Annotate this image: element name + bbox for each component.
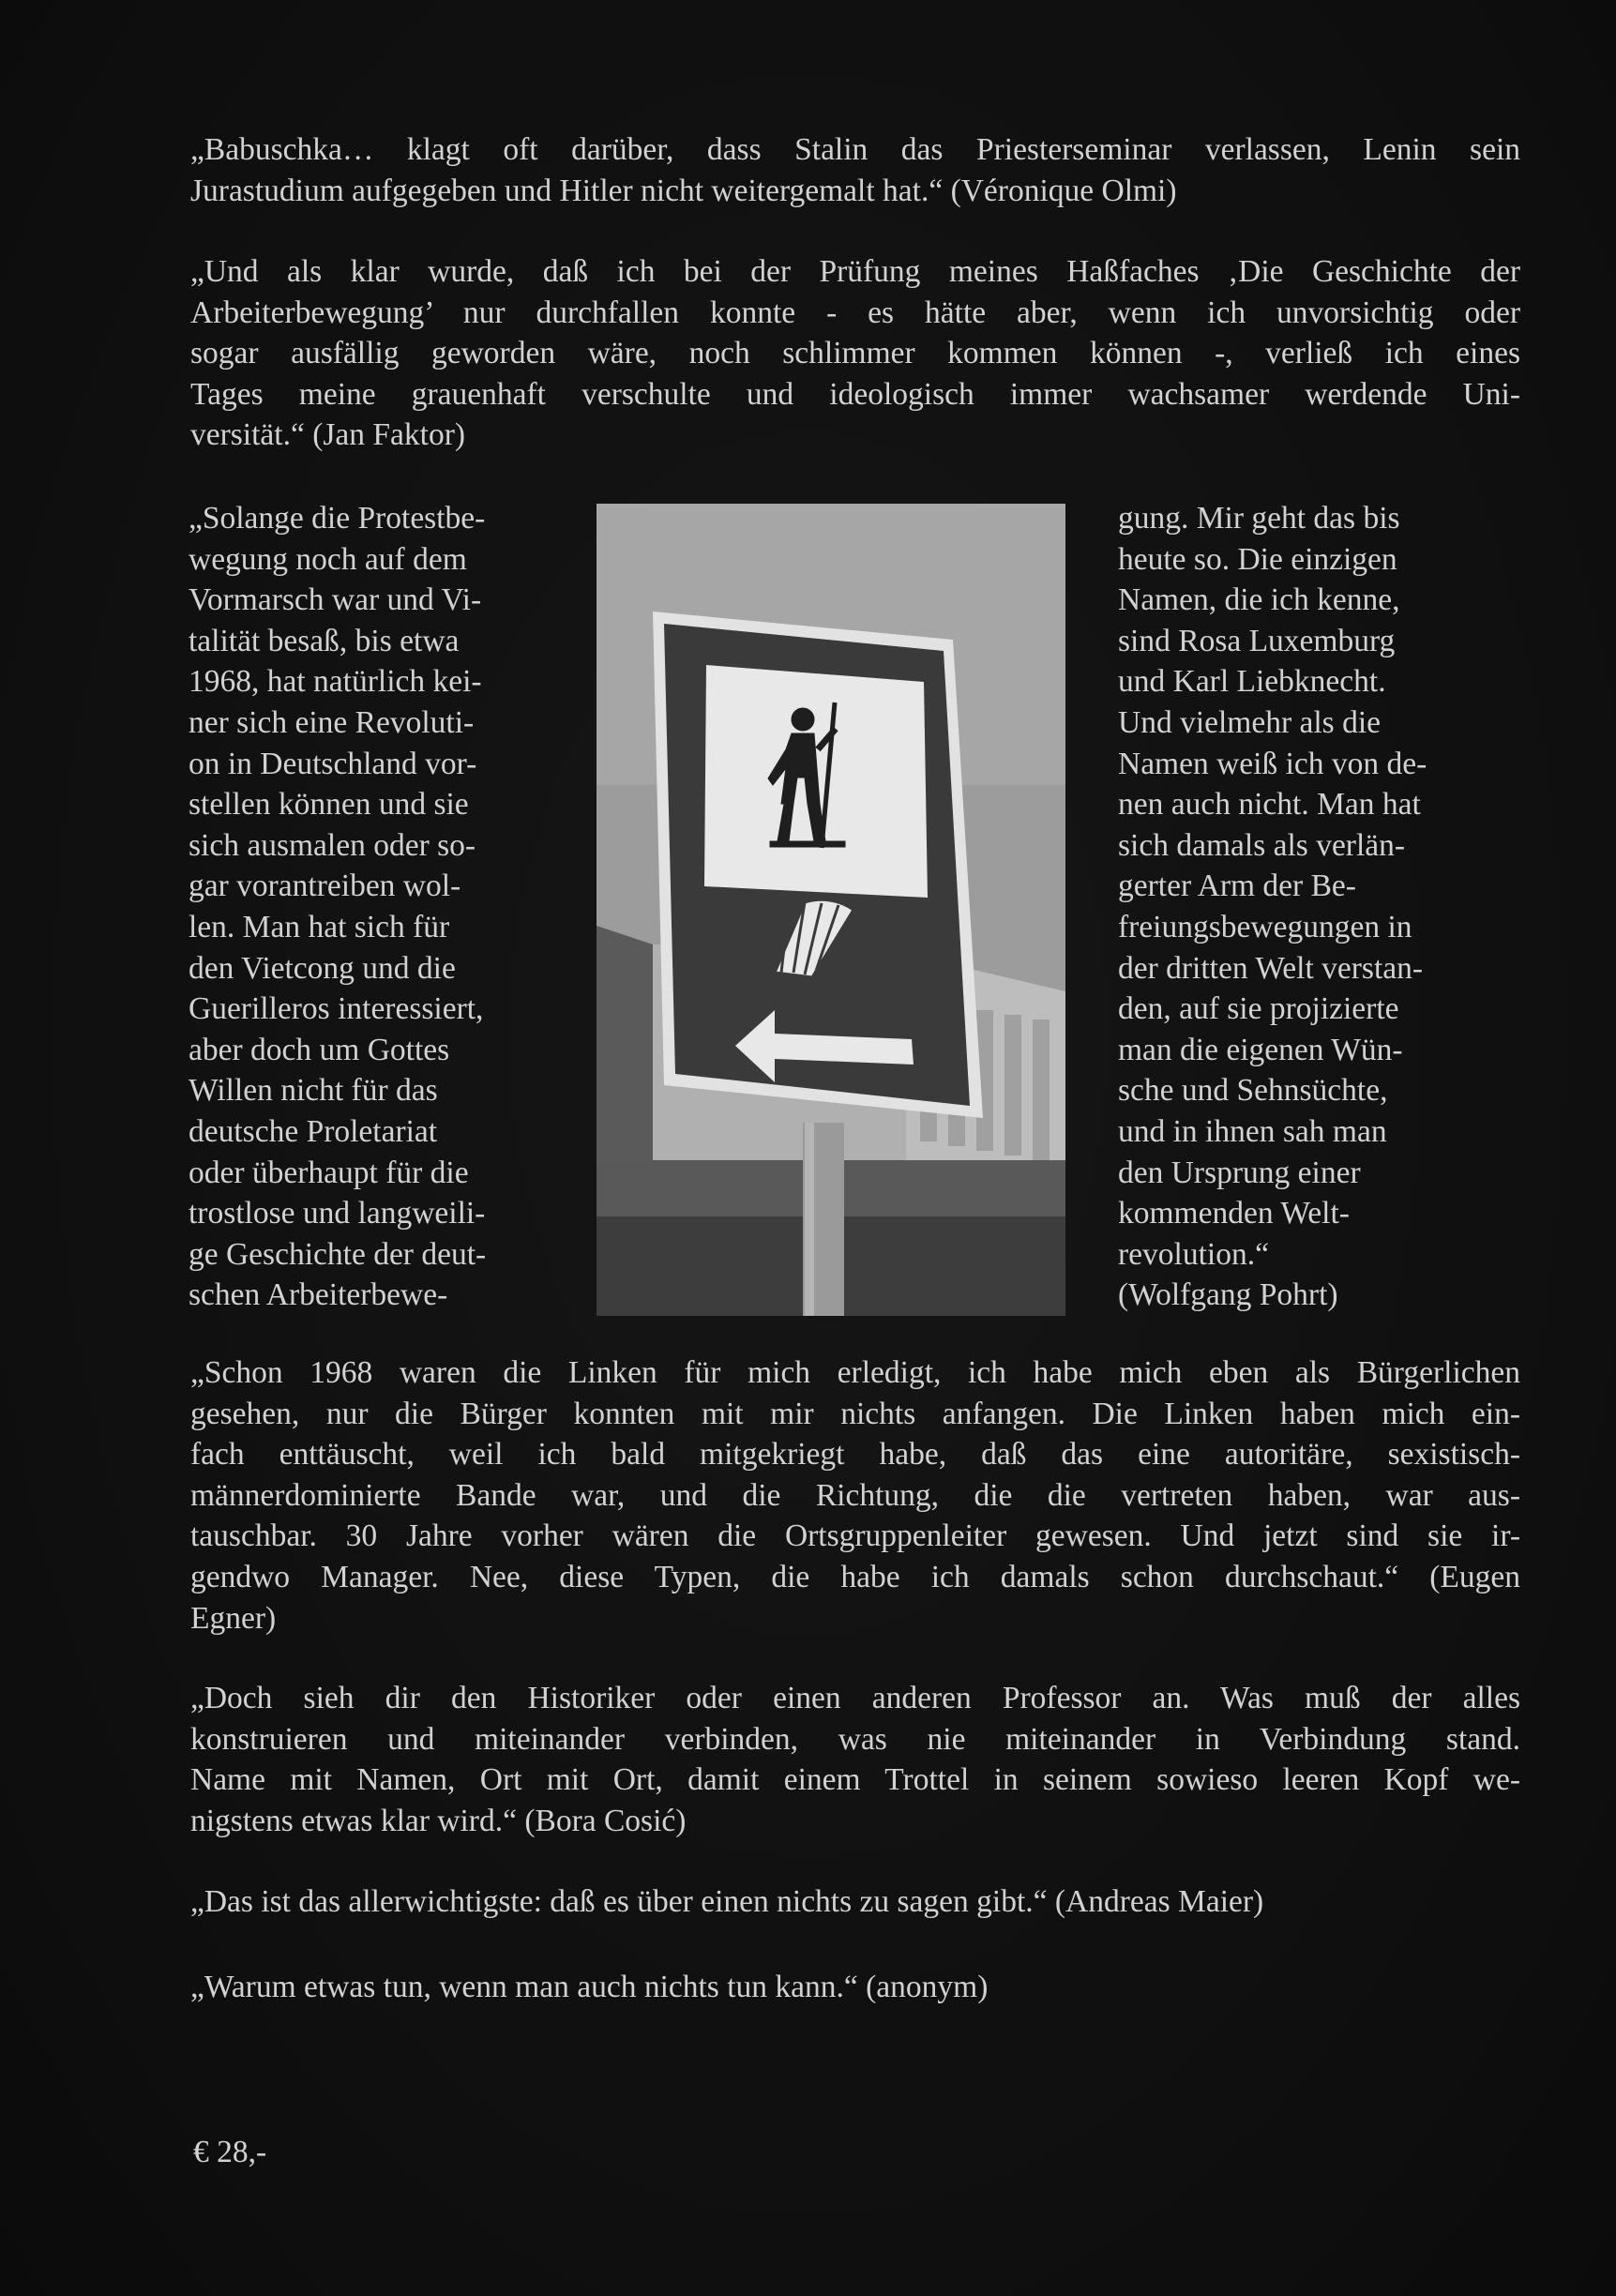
quote-line: „Das ist das allerwichtigste: daß es über einen nichts zu sagen gibt.“ (Andreas Maier) — [190, 1884, 1264, 1919]
quote-line: on in Deutschland vor- — [189, 746, 477, 781]
quote-line: Jurastudium aufgegeben und Hitler nicht weitergemalt hat.“ (Véronique Olmi) — [190, 173, 1177, 208]
quote-line: „Doch sieh dir den Historiker oder einen anderen Professor an. Was muß der alles — [190, 1681, 1520, 1715]
quote-line: tauschbar. 30 Jahre vorher wären die Ortsgruppenleiter gewesen. Und jetzt sind sie ir- — [190, 1518, 1520, 1554]
photo-pilgrim-sign — [597, 504, 1065, 1316]
quote-line: freiungsbewegungen in — [1118, 909, 1412, 944]
quote-line: Tages meine grauenhaft verschulte und ideologisch immer wachsamer werdende Uni- — [190, 376, 1520, 412]
quote-olmi — [190, 129, 1520, 211]
quote-line: sich damals als verlän- — [1118, 827, 1406, 863]
quote-cosic — [190, 1678, 1520, 1841]
quote-line: und in ihnen sah man — [1118, 1113, 1387, 1149]
quote-line: ge Geschichte der deut- — [189, 1236, 487, 1272]
quote-line: Und vielmehr als die — [1118, 704, 1382, 740]
quote-line: fach enttäuscht, weil ich bald mitgekriegt habe, daß das eine autoritäre, sexistisch- — [190, 1437, 1520, 1473]
quote-line: „Solange die Protestbe- — [189, 501, 486, 536]
quote-line: aber doch um Gottes — [189, 1032, 450, 1067]
quote-line: sogar ausfällig geworden wäre, noch schlimmer kommen können -, verließ ich eines — [190, 336, 1520, 371]
quote-line: len. Man hat sich für — [189, 909, 450, 944]
quote-line: heute so. Die einzigen — [1118, 541, 1397, 577]
quote-line: Namen weiß ich von de- — [1118, 746, 1427, 781]
quote-line: versität.“ (Jan Faktor) — [190, 417, 466, 453]
quote-line: talität besaß, bis etwa — [189, 623, 460, 658]
quote-egner — [190, 1352, 1520, 1639]
quote-line: sche und Sehnsüchte, — [1118, 1073, 1388, 1109]
quote-line: gerter Arm der Be- — [1118, 869, 1356, 904]
quote-line: „Warum etwas tun, wenn man auch nichts tun kann.“ (anonym) — [190, 1970, 989, 2004]
quote-line: Name mit Namen, Ort mit Ort, damit einem Trottel in seinem sowieso leeren Kopf we- — [190, 1762, 1520, 1798]
quote-line: den, auf sie projizierte — [1118, 991, 1399, 1027]
quote-line: „Babuschka… klagt oft darüber, dass Stalin das Priesterseminar verlassen, Lenin sein — [190, 132, 1520, 167]
quote-line: den Ursprung einer — [1118, 1155, 1361, 1190]
quote-line: trostlose und langweili- — [189, 1196, 486, 1231]
quote-line: Arbeiterbewegung’ nur durchfallen konnte - es hätte aber, wenn ich unvorsichtig oder — [190, 295, 1520, 330]
quote-line: gesehen, nur die Bürger konnten mit mir nichts anfangen. Die Linken haben mich ein- — [190, 1396, 1520, 1431]
quote-line: Egner) — [190, 1600, 277, 1636]
quote-line: sind Rosa Luxemburg — [1118, 623, 1396, 658]
quote-line: deutsche Proletariat — [189, 1113, 438, 1149]
quote-line: man die eigenen Wün- — [1118, 1032, 1403, 1067]
quote-line: schen Arbeiterbewe- — [189, 1277, 448, 1313]
quote-maier — [190, 1881, 1520, 1923]
quote-line: männerdominierte Bande war, und die Richtung, die die vertreten haben, war aus- — [190, 1477, 1520, 1513]
quote-line: (Wolfgang Pohrt) — [1118, 1277, 1338, 1313]
quote-line: gar vorantreiben wol- — [189, 869, 461, 904]
quote-pohrt-right-column — [1118, 498, 1521, 1316]
quote-line: „Und als klar wurde, daß ich bei der Prüfung meines Haßfaches ‚Die Geschichte der — [190, 254, 1520, 289]
quote-line: gendwo Manager. Nee, diese Typen, die habe ich damals schon durchschaut.“ (Eugen — [190, 1559, 1520, 1594]
quote-line: „Schon 1968 waren die Linken für mich erledigt, ich habe mich eben als Bürgerlichen — [190, 1355, 1520, 1390]
quote-line: stellen können und sie — [189, 787, 469, 823]
quote-line: wegung noch auf dem — [189, 541, 467, 577]
quote-line: kommenden Welt- — [1118, 1196, 1350, 1231]
quote-line: und Karl Liebknecht. — [1118, 664, 1386, 700]
quote-line: nen auch nicht. Man hat — [1118, 787, 1421, 823]
quote-line: 1968, hat natürlich kei- — [189, 664, 482, 700]
quote-line: gung. Mir geht das bis — [1118, 501, 1400, 536]
photo-sign-illustration — [597, 504, 1065, 1316]
quote-line: den Vietcong und die — [189, 950, 456, 986]
quote-line: Vormarsch war und Vi- — [189, 582, 482, 618]
quote-anonym — [190, 1967, 1520, 2008]
quote-pohrt-left-column — [189, 498, 582, 1316]
quote-line: nigstens etwas klar wird.“ (Bora Cosić) — [190, 1803, 687, 1838]
quote-line: revolution.“ — [1118, 1236, 1269, 1272]
quote-line: oder überhaupt für die — [189, 1155, 469, 1190]
quote-line: sich ausmalen oder so- — [189, 827, 476, 863]
quote-line: der dritten Welt verstan- — [1118, 950, 1424, 986]
quote-line: Guerilleros interessiert, — [189, 991, 484, 1027]
quote-line: ner sich eine Revoluti- — [189, 704, 475, 740]
quote-faktor — [190, 251, 1520, 456]
quote-line: Willen nicht für das — [189, 1073, 438, 1109]
quote-line: konstruieren und miteinander verbinden, was nie miteinander in Verbindung stand. — [190, 1721, 1520, 1757]
price-label: € 28,- — [193, 2135, 267, 2169]
quote-line: Namen, die ich kenne, — [1118, 582, 1400, 618]
